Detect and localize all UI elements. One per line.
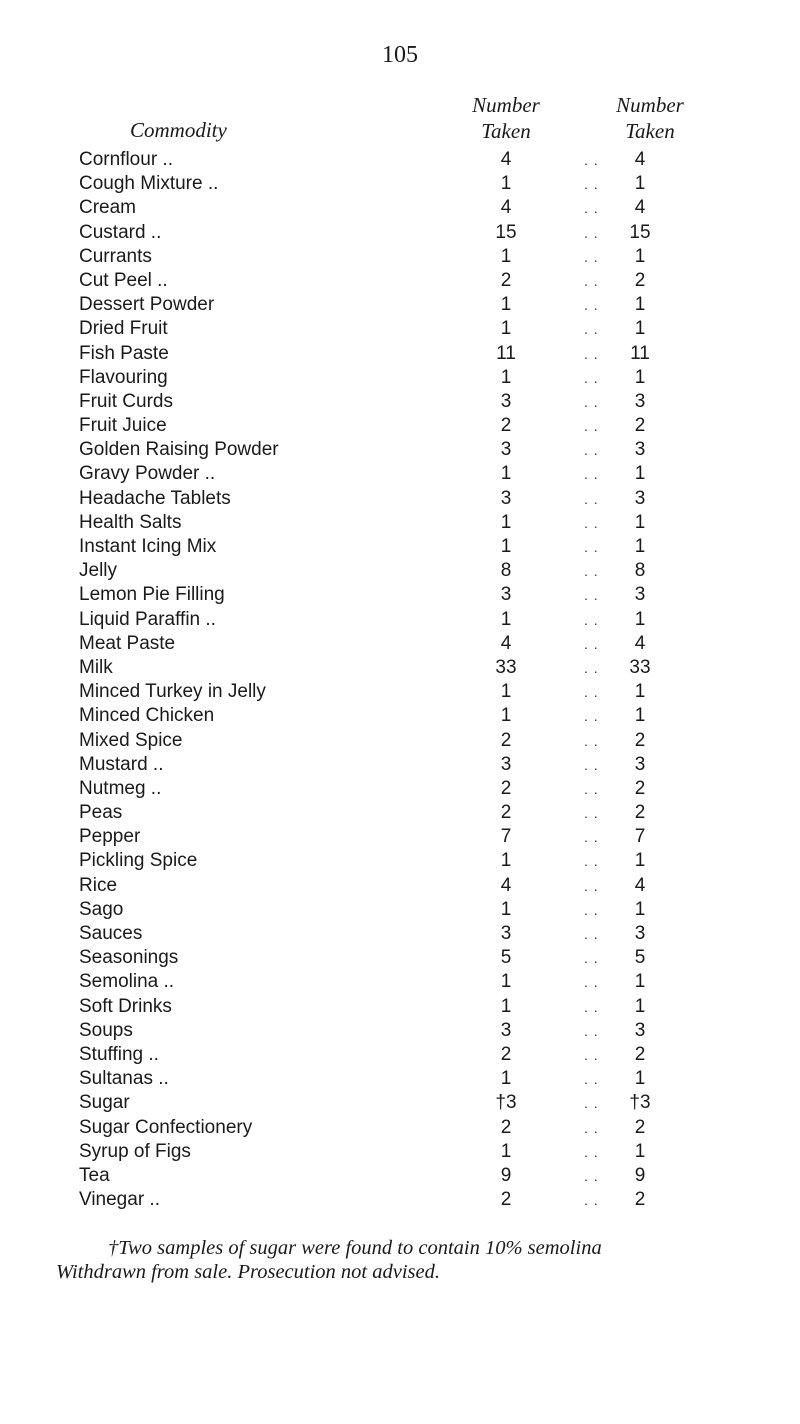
leader-dots: . .	[584, 1046, 599, 1063]
table-row	[0, 1188, 800, 1212]
table-row	[0, 801, 800, 825]
number-taken-1: 11	[496, 342, 516, 364]
commodity-name: Cough Mixture ..	[79, 173, 219, 195]
footnote-line-1: †Two samples of sugar were found to contain 10% semolina	[108, 1237, 602, 1259]
number-taken-1: 4	[500, 149, 512, 170]
number-taken-1: 3	[500, 753, 512, 775]
commodity-table	[0, 148, 800, 1212]
number-taken-1: 1	[500, 898, 512, 920]
table-row	[0, 608, 800, 632]
commodity-name: Milk	[79, 656, 113, 678]
leader-dots: . .	[584, 780, 599, 797]
commodity-name: Sultanas ..	[79, 1068, 169, 1090]
leader-dots: . .	[584, 563, 599, 580]
number-taken-2: 1	[634, 318, 646, 340]
commodity-name: Fruit Curds	[79, 390, 173, 412]
number-taken-1: 1	[500, 536, 512, 557]
leader-dots: . .	[584, 152, 599, 168]
table-row	[0, 317, 800, 341]
commodity-name: Nutmeg ..	[79, 777, 162, 799]
number-taken-2: 2	[634, 1116, 646, 1138]
number-taken-1: 1	[500, 850, 512, 872]
leader-dots: . .	[584, 901, 599, 918]
leader-dots: . .	[584, 756, 599, 773]
table-row	[0, 825, 800, 849]
number-taken-2: †3	[629, 1092, 651, 1114]
number-taken-1: 1	[500, 971, 512, 993]
table-row	[0, 1164, 800, 1188]
number-taken-1: 2	[500, 729, 512, 751]
number-taken-2: 1	[634, 971, 646, 993]
number-taken-2: 33	[629, 656, 651, 678]
number-taken-2: 1	[634, 1068, 646, 1090]
table-row	[0, 922, 800, 946]
commodity-name: Tea	[79, 1164, 110, 1186]
header-2-line-1: Number	[616, 93, 684, 117]
number-taken-1: 2	[500, 1043, 512, 1065]
commodity-name: Mustard ..	[79, 753, 164, 775]
table-row	[0, 559, 800, 583]
commodity-name: Dessert Powder	[79, 294, 215, 316]
number-taken-2: 2	[634, 777, 646, 799]
number-taken-1: 1	[500, 681, 512, 703]
commodity-name: Rice	[79, 874, 118, 896]
number-taken-2: 2	[634, 1043, 646, 1065]
table-row	[0, 269, 800, 293]
number-taken-1: 2	[500, 802, 512, 824]
leader-dots: . .	[584, 369, 599, 386]
number-taken-1: 3	[500, 390, 512, 412]
number-taken-2: 2	[634, 1189, 646, 1211]
leader-dots: . .	[584, 587, 599, 604]
commodity-name: Mixed Spice	[79, 729, 183, 751]
number-taken-2: 4	[634, 874, 646, 896]
commodity-name: Minced Chicken	[79, 705, 215, 727]
leader-dots: . .	[584, 297, 599, 314]
leader-dots: . .	[584, 393, 599, 410]
number-taken-1: 1	[500, 294, 512, 316]
number-taken-2: 1	[634, 463, 646, 485]
commodity-name: Fish Paste	[79, 342, 169, 364]
number-taken-1: †3	[495, 1092, 517, 1114]
leader-dots: . .	[584, 176, 599, 193]
leader-dots: . .	[584, 466, 599, 483]
table-row	[0, 1019, 800, 1043]
number-taken-2: 2	[634, 415, 646, 437]
number-taken-1: 1	[500, 318, 512, 340]
table-row	[0, 632, 800, 656]
table-row	[0, 511, 800, 535]
number-taken-2: 2	[634, 802, 646, 824]
commodity-name: Liquid Paraffin ..	[79, 608, 216, 630]
leader-dots: . .	[584, 1022, 599, 1039]
leader-dots: . .	[584, 805, 599, 822]
table-row	[0, 390, 800, 414]
leader-dots: . .	[584, 635, 599, 652]
table-row	[0, 849, 800, 873]
leader-dots: . .	[584, 853, 599, 870]
table-row	[0, 535, 800, 559]
number-taken-1: 4	[500, 197, 512, 219]
leader-dots: . .	[584, 1143, 599, 1160]
number-taken-1: 2	[500, 269, 512, 291]
number-taken-1: 3	[500, 439, 512, 461]
number-taken-2: 5	[634, 947, 646, 969]
number-taken-2: 2	[634, 269, 646, 291]
commodity-name: Semolina ..	[79, 971, 175, 993]
table-row	[0, 898, 800, 922]
number-taken-2: 1	[634, 173, 646, 195]
table-row	[0, 172, 800, 196]
commodity-name: Peas	[79, 802, 123, 824]
number-taken-2: 1	[634, 294, 646, 316]
number-taken-1: 1	[500, 705, 512, 727]
number-taken-1: 2	[500, 1116, 512, 1138]
table-row	[0, 704, 800, 728]
table-row	[0, 656, 800, 680]
number-taken-1: 3	[500, 487, 512, 509]
header-2-line-2: Taken	[625, 119, 675, 143]
table-row	[0, 414, 800, 438]
number-taken-2: 4	[634, 632, 646, 654]
leader-dots: . .	[584, 829, 599, 846]
number-taken-1: 2	[500, 777, 512, 799]
table-row	[0, 1116, 800, 1140]
commodity-name: Vinegar ..	[79, 1189, 160, 1211]
leader-dots: . .	[584, 1192, 599, 1209]
number-taken-1: 1	[500, 608, 512, 630]
footnote	[56, 1236, 796, 1284]
number-taken-1: 3	[500, 584, 512, 606]
number-taken-1: 1	[500, 245, 512, 267]
number-taken-1: 8	[500, 560, 512, 582]
commodity-name: Cornflour ..	[79, 149, 173, 170]
table-row	[0, 293, 800, 317]
number-taken-2: 2	[634, 729, 646, 751]
number-taken-1: 1	[500, 995, 512, 1017]
number-taken-1: 1	[500, 366, 512, 388]
leader-dots: . .	[584, 684, 599, 701]
number-taken-2: 1	[634, 898, 646, 920]
commodity-name: Soft Drinks	[79, 995, 172, 1017]
leader-dots: . .	[584, 272, 599, 289]
commodity-name: Pickling Spice	[79, 850, 198, 872]
header-1-line-1: Number	[472, 93, 540, 117]
commodity-name: Headache Tablets	[79, 487, 231, 509]
commodity-name: Lemon Pie Filling	[79, 584, 225, 606]
leader-dots: . .	[584, 974, 599, 991]
table-row	[0, 148, 800, 172]
table-row	[0, 583, 800, 607]
number-taken-2: 1	[634, 245, 646, 267]
commodity-name: Gravy Powder ..	[79, 463, 216, 485]
number-taken-1: 5	[500, 947, 512, 969]
leader-dots: . .	[584, 490, 599, 507]
number-taken-2: 1	[634, 681, 646, 703]
number-taken-2: 8	[634, 560, 646, 582]
leader-dots: . .	[584, 442, 599, 459]
leader-dots: . .	[584, 950, 599, 967]
table-row	[0, 245, 800, 269]
number-taken-1: 15	[495, 221, 517, 243]
commodity-name: Health Salts	[79, 511, 182, 533]
leader-dots: . .	[584, 1071, 599, 1088]
number-taken-1: 2	[500, 415, 512, 437]
table-row	[0, 946, 800, 970]
commodity-name: Cut Peel ..	[79, 269, 168, 291]
leader-dots: . .	[584, 514, 599, 531]
page-number: 105	[382, 42, 418, 68]
table-row	[0, 1067, 800, 1091]
number-taken-header-2	[580, 92, 720, 144]
header-1-line-2: Taken	[481, 119, 531, 143]
number-taken-1: 2	[500, 1189, 512, 1211]
number-taken-2: 11	[630, 342, 650, 364]
leader-dots: . .	[584, 1095, 599, 1112]
leader-dots: . .	[584, 345, 599, 362]
number-taken-2: 3	[634, 487, 646, 509]
leader-dots: . .	[584, 224, 599, 241]
number-taken-1: 4	[500, 632, 512, 654]
commodity-name: Custard ..	[79, 221, 162, 243]
commodity-name: Syrup of Figs	[79, 1140, 191, 1162]
commodity-name: Currants	[79, 245, 152, 267]
leader-dots: . .	[584, 998, 599, 1015]
table-row	[0, 874, 800, 898]
number-taken-2: 9	[634, 1164, 646, 1186]
table-row	[0, 995, 800, 1019]
commodity-name: Sauces	[79, 923, 143, 944]
number-taken-2: 3	[634, 923, 646, 944]
number-taken-2: 3	[634, 753, 646, 775]
commodity-name: Seasonings	[79, 947, 179, 969]
commodity-name: Pepper	[79, 826, 141, 848]
number-taken-2: 1	[634, 366, 646, 388]
number-taken-1: 4	[500, 874, 512, 896]
number-taken-1: 1	[500, 463, 512, 485]
number-taken-2: 4	[634, 149, 646, 170]
leader-dots: . .	[584, 248, 599, 265]
leader-dots: . .	[584, 926, 599, 942]
commodity-name: Instant Icing Mix	[79, 536, 217, 557]
table-row	[0, 680, 800, 704]
number-taken-2: 3	[634, 439, 646, 461]
number-taken-2: 3	[634, 1019, 646, 1041]
number-taken-2: 1	[634, 1140, 646, 1162]
leader-dots: . .	[584, 539, 599, 555]
number-taken-1: 1	[500, 1140, 512, 1162]
number-taken-2: 1	[634, 608, 646, 630]
footnote-line-2: Withdrawn from sale. Prosecution not advised.	[56, 1261, 440, 1283]
commodity-name: Meat Paste	[79, 632, 176, 654]
commodity-name: Minced Turkey in Jelly	[79, 681, 266, 703]
number-taken-1: 33	[495, 656, 517, 678]
commodity-name: Stuffing ..	[79, 1043, 159, 1065]
table-row	[0, 1043, 800, 1067]
number-taken-1: 3	[500, 1019, 512, 1041]
table-header	[0, 92, 800, 144]
table-row	[0, 970, 800, 994]
table-row	[0, 1140, 800, 1164]
number-taken-2: 1	[634, 536, 646, 557]
leader-dots: . .	[584, 418, 599, 435]
commodity-name: Jelly	[79, 560, 118, 582]
number-taken-1: 1	[500, 1068, 512, 1090]
number-taken-1: 3	[500, 923, 512, 944]
number-taken-1: 9	[500, 1164, 512, 1186]
number-taken-2: 1	[634, 850, 646, 872]
table-row	[0, 462, 800, 486]
number-taken-2: 3	[634, 390, 646, 412]
commodity-name: Sugar	[79, 1092, 130, 1114]
commodity-name: Flavouring	[79, 366, 168, 388]
commodity-name: Dried Fruit	[79, 318, 168, 340]
commodity-name: Golden Raising Powder	[79, 439, 279, 461]
leader-dots: . .	[584, 1119, 599, 1136]
number-taken-2: 1	[634, 511, 646, 533]
leader-dots: . .	[584, 659, 599, 676]
leader-dots: . .	[584, 200, 599, 217]
number-taken-1: 1	[500, 173, 512, 195]
table-row	[0, 1091, 800, 1115]
number-taken-2: 4	[634, 197, 646, 219]
number-taken-2: 1	[634, 705, 646, 727]
number-taken-2: 15	[629, 221, 651, 243]
number-taken-2: 7	[634, 826, 646, 848]
leader-dots: . .	[584, 321, 599, 338]
commodity-name: Fruit Juice	[79, 415, 167, 437]
table-row	[0, 366, 800, 390]
leader-dots: . .	[584, 611, 599, 628]
table-row	[0, 196, 800, 220]
number-taken-2: 3	[634, 584, 646, 606]
table-row	[0, 438, 800, 462]
number-taken-header-1	[436, 92, 576, 144]
table-row	[0, 487, 800, 511]
leader-dots: . .	[584, 732, 599, 749]
commodity-name: Cream	[79, 197, 137, 219]
number-taken-2: 1	[634, 995, 646, 1017]
commodity-name: Sugar Confectionery	[79, 1116, 253, 1138]
table-row	[0, 753, 800, 777]
number-taken-1: 7	[500, 826, 512, 848]
table-row	[0, 777, 800, 801]
leader-dots: . .	[584, 708, 599, 725]
number-taken-1: 1	[500, 511, 512, 533]
commodity-name: Sago	[79, 898, 124, 920]
leader-dots: . .	[584, 877, 599, 894]
commodity-header: Commodity	[130, 118, 227, 142]
table-row	[0, 342, 800, 366]
table-row	[0, 729, 800, 753]
table-row	[0, 221, 800, 245]
commodity-name: Soups	[79, 1019, 133, 1041]
leader-dots: . .	[584, 1167, 599, 1184]
